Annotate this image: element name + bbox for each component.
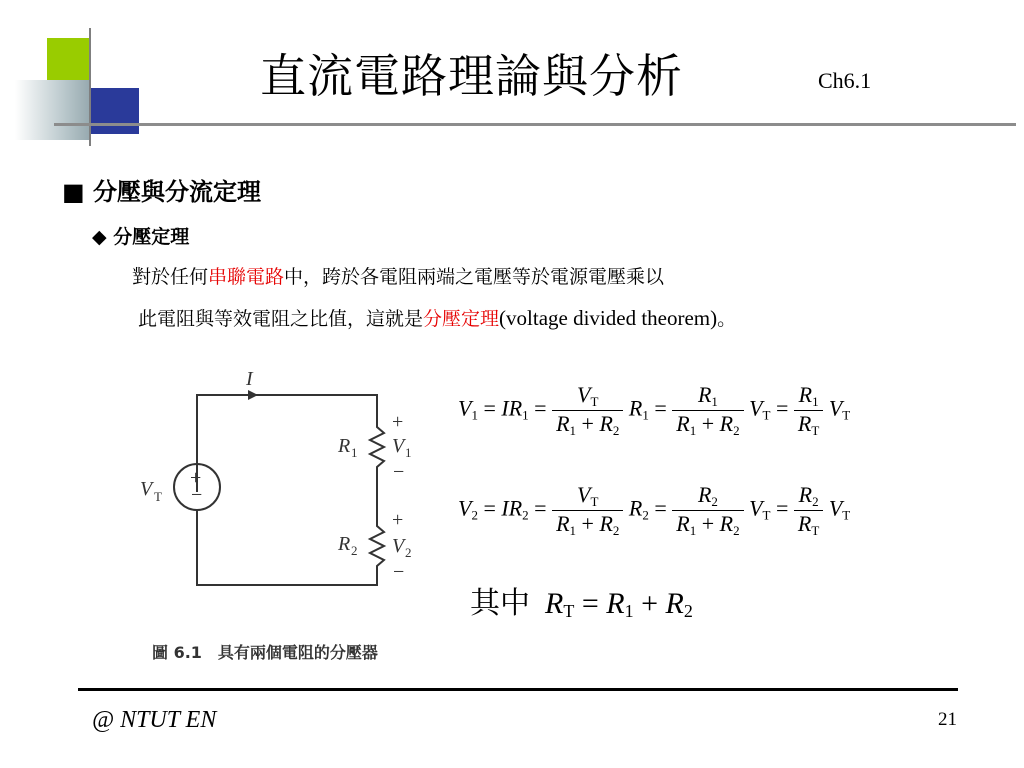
label-r1-sub: 1: [351, 445, 358, 460]
slide-title: 直流電路理論與分析: [260, 49, 683, 103]
para2-text-a: 此電阻與等效電阻之比值，這就是: [138, 308, 424, 330]
voltage-divider-circuit: [130, 360, 440, 610]
source-minus: −: [191, 484, 203, 506]
paragraph-line-1: [132, 262, 664, 289]
equation-v2: $V_2 = IR_2$ = $\frac{V_T}{R_1 + R_2}$ $R_2$ = $\frac{R_2}{R_1 + R_2}$ $V_T$ = $\frac{R_2}{R_T}$ $V_T$: [458, 482, 851, 538]
decor-green-square: [47, 38, 89, 80]
decor-grey-square: [15, 80, 89, 140]
footer-text: @ NTUT EN: [92, 707, 217, 733]
label-r2: R: [338, 533, 351, 555]
para2-highlight: 分壓定理: [423, 308, 500, 330]
para1-text-b: 中，跨於各電阻兩端之電壓等於電源電壓乘以: [284, 266, 665, 288]
sub-heading: [92, 222, 189, 249]
label-v2: V: [392, 535, 405, 557]
title-underline: [54, 123, 1016, 126]
para2-english: (voltage divided theorem): [499, 306, 718, 330]
resistor-r1-symbol: [370, 417, 384, 518]
current-arrow-icon: [248, 390, 258, 400]
label-r2-sub: 2: [351, 543, 358, 558]
footer-divider: [78, 688, 958, 691]
paragraph-line-2: [138, 304, 736, 331]
para1-highlight: 串聯電路: [208, 266, 285, 288]
square-bullet-icon: ■: [62, 177, 85, 206]
label-v1-sub: 1: [405, 445, 412, 460]
label-source: V: [140, 478, 153, 500]
source-plus: +: [190, 467, 202, 489]
decor-vertical-line: [89, 28, 91, 146]
equation-rt: 其中 $R_T = R_1 + R_2$: [470, 586, 693, 621]
sub-heading-text: 分壓定理: [113, 226, 190, 248]
section-heading: [62, 172, 261, 207]
figure-caption: 圖 6.1 具有兩個電阻的分壓器: [152, 643, 378, 662]
diamond-bullet-icon: ◆: [92, 226, 107, 248]
label-v2-sub: 2: [405, 545, 412, 560]
v2-plus: +: [392, 509, 404, 531]
v1-minus: −: [393, 461, 405, 483]
para2-text-b: 。: [717, 308, 737, 330]
v2-minus: −: [393, 561, 405, 583]
equation-v1: $V_1 = IR_1$ = $\frac{V_T}{R_1 + R_2}$ $R_1$ = $\frac{R_1}{R_1 + R_2}$ $V_T$ = $\frac{R_1}{R_T}$ $V_T$: [458, 382, 851, 438]
decor-blue-square: [91, 88, 139, 134]
chapter-label: Ch6.1: [818, 68, 872, 93]
section-heading-text: 分壓與分流定理: [93, 177, 262, 206]
label-source-sub: T: [154, 489, 162, 504]
page-number: 21: [938, 709, 957, 730]
para1-text-a: 對於任何: [132, 266, 209, 288]
v1-plus: +: [392, 411, 404, 433]
label-v1: V: [392, 435, 405, 457]
where-label: 其中: [470, 586, 530, 621]
label-current: I: [246, 368, 253, 390]
label-r1: R: [338, 435, 351, 457]
